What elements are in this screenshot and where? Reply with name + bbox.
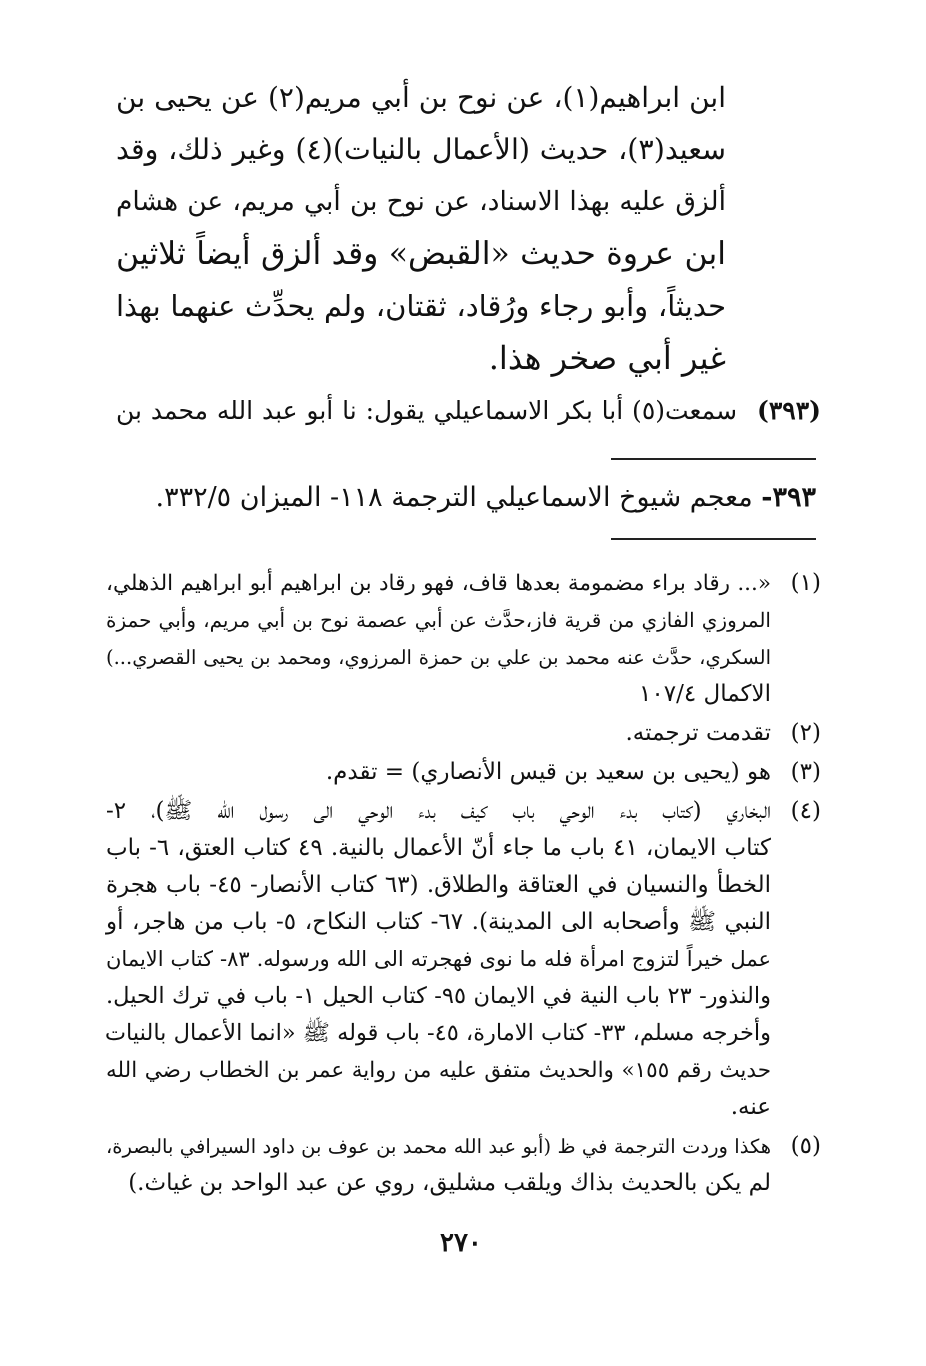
main-text	[116, 72, 726, 384]
footnote-line: حديث رقم ١٥٥» والحديث متفق عليه من رواية عمر بن الخطاب رضي الله	[106, 1058, 771, 1083]
footnote-number: (٥)	[790, 1133, 821, 1159]
footnote-line: لم يكن بالحديث بذاك ويلقب مشليق، روي عن عبد الواحد بن غياث.)	[128, 1170, 771, 1196]
source-note-text: معجم شيوخ الاسماعيلي الترجمة ١١٨- الميزان ٣٣٢/٥.	[155, 482, 753, 513]
footnote-line: السكري، حدَّث عنه محمد بن علي بن حمزة المرزوي، ومحمد بن يحيى القصري...)	[106, 646, 771, 669]
footnote-line: النبي ﷺ وأصحابه الى المدينة). ٦٧- كتاب النكاح، ٥- باب من هاجر، أو	[106, 909, 771, 935]
footnote-line: وأخرجه مسلم، ٣٣- كتاب الامارة، ٤٥- باب قوله ﷺ «انما الأعمال بالنيات	[104, 1020, 771, 1046]
entry-number: (٣٩٣)	[757, 396, 821, 425]
main-text-line: ألزق عليه بهذا الاسناد، عن نوح بن أبي مريم، عن هشام	[116, 186, 726, 217]
footnote-line: الخطأ والنسيان في العتاقة والطلاق. (٦٣ كتاب الأنصار- ٤٥- باب هجرة	[106, 872, 772, 898]
entry-393	[116, 385, 821, 437]
footnotes	[106, 565, 821, 1204]
footnote-line: «... رقاد براء مضمومة بعدها قاف، فهو رقاد بن ابراهيم أبو ابراهيم الذهلي،	[106, 571, 771, 596]
footnote-line: تقدمت ترجمته.	[625, 720, 771, 746]
footnote-line: الاكمال ١٠٧/٤	[639, 681, 771, 707]
main-text-line: ابن ابراهيم(١)، عن نوح بن أبي مريم(٢) عن يحيى بن	[116, 81, 726, 114]
separator-rule	[611, 538, 816, 540]
source-note	[155, 478, 816, 518]
entry-text: سمعت(٥) أبا بكر الاسماعيلي يقول: نا أبو عبد الله محمد بن	[116, 396, 738, 425]
footnote-line: كتاب الايمان، ٤١ باب ما جاء أنّ الأعمال بالنية. ٤٩ كتاب العتق، ٦- باب	[106, 835, 772, 861]
page-number: ٢٧٠	[440, 1228, 482, 1258]
footnote-number: (٣)	[790, 759, 821, 785]
footnote	[106, 715, 821, 752]
footnote	[106, 793, 821, 1126]
main-text-line: غير أبي صخر هذا.	[488, 339, 726, 377]
footnote	[106, 754, 821, 791]
footnote-number: (٤)	[790, 798, 821, 824]
footnote-number: (١)	[790, 570, 821, 596]
footnote-line: هو (يحيى بن سعيد بن قيس الأنصاري) = تقدم.	[325, 759, 771, 785]
source-note-number: ٣٩٣-	[761, 482, 816, 513]
footnote-line: المروزي الفازي من قرية فاز،حدَّث عن أبي عصمة نوح بن أبي مريم، وأبي حمزة	[106, 608, 771, 632]
footnote-line: البخاري (كتاب بدء الوحي باب كيف بدء الوحي الى رسول الله ﷺ)، ٢-	[106, 798, 771, 824]
footnote-line: عمل خيراً لتزوج امرأة فله ما نوى فهجرته الى الله ورسوله. ٨٣- كتاب الايمان	[106, 947, 771, 971]
main-text-line: حديثاً، وأبو رجاء ورُقاد، ثقتان، ولم يحدِّث عنهما بهذا	[116, 289, 726, 323]
footnote	[106, 565, 821, 713]
footnote	[106, 1128, 821, 1202]
main-text-line: ابن عروة حديث «القبض» وقد ألزق أيضاً ثلاثين	[116, 236, 726, 272]
footnote-line: عنه.	[730, 1094, 771, 1120]
main-text-line: سعيد(٣)، حديث (الأعمال بالنيات)(٤) وغير ذلك، وقد	[116, 133, 727, 166]
footnote-line: هكذا وردت الترجمة في ظ (أبو عبد الله محمد بن عوف بن داود السيرافي بالبصرة،	[106, 1135, 771, 1158]
footnote-line: والنذور- ٢٣ باب النية في الايمان ٩٥- كتاب الحيل ١- باب في ترك الحيل.	[106, 983, 771, 1009]
footnote-number: (٢)	[790, 720, 821, 746]
separator-rule	[611, 458, 816, 460]
